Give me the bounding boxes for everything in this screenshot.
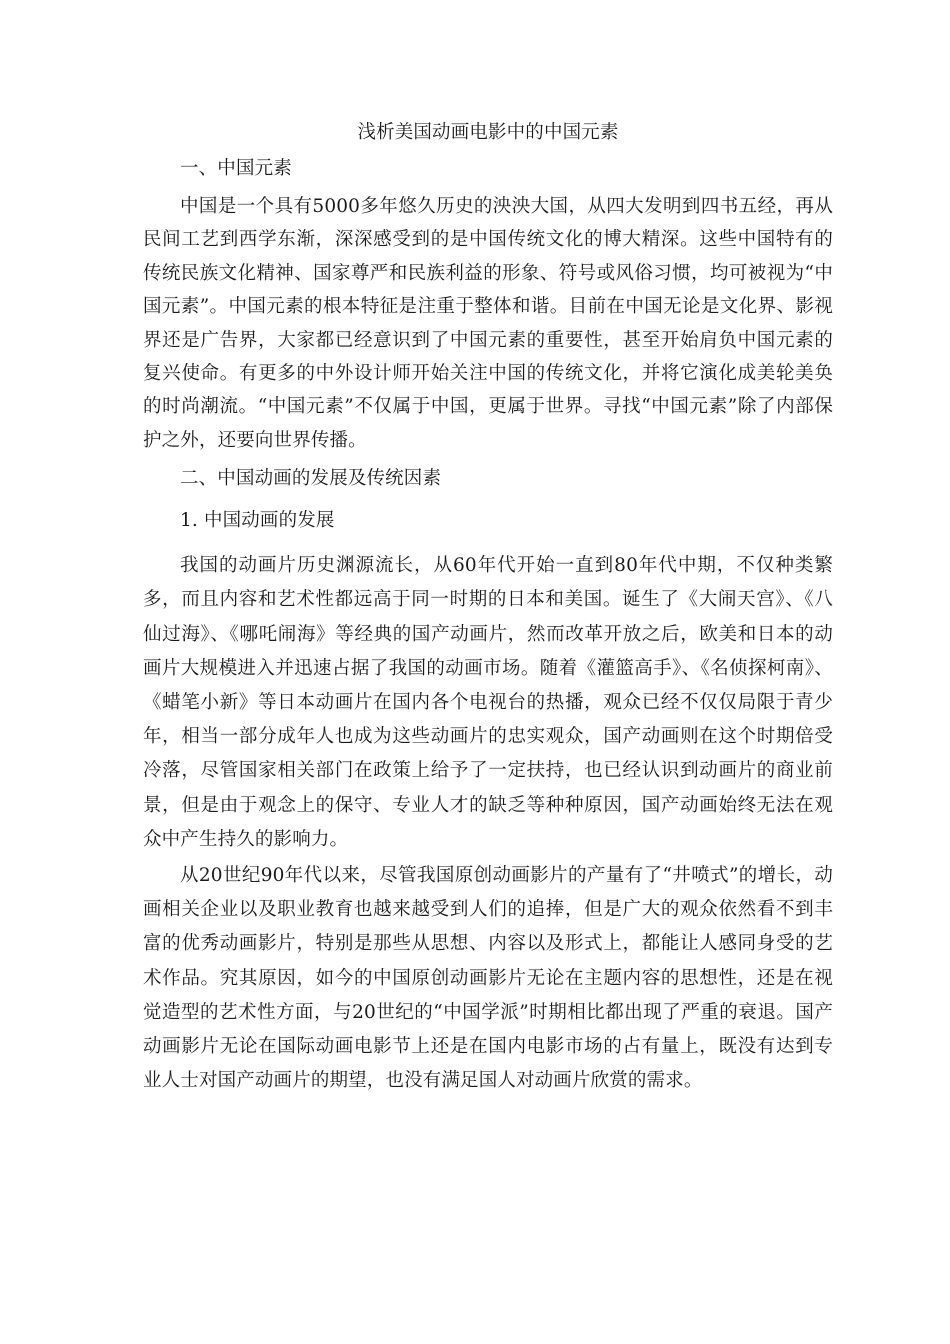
section-heading-chinese-elements: 一、中国元素 xyxy=(180,158,292,179)
document-title: 浅析美国动画电影中的中国元素 xyxy=(357,122,619,143)
paragraph-chinese-elements: 中国是一个具有5000多年悠久历史的泱泱大国，从四大发明到四书五经，再从民间工艺到西学东渐，深深感受到的是中国传统文化的博大精深。这些中国特有的传统民族文化精神、国家尊严和民族利益的形象、符号或风俗习惯，均可被视为“中国元素”。中国元素的根本特征是注重于整体和谐。目前在中国无论是文化界、影视界还是广告界，大家都已经意识到了中国元素的重要性，甚至开始肩负中国元素的复兴使命。有更多的中外设计师开始关注中国的传统文化，并将它演化成美轮美奂的时尚潮流。“中国元素”不仅属于中国，更属于世界。寻找“中国元素”除了内部保护之外，还要向世界传播。 xyxy=(143,196,833,451)
paragraph-animation-since-1990s: 从20世纪90年代以来，尽管我国原创动画影片的产量有了“井喷式”的增长，动画相关企业以及职业教育也越来越受到人们的追捧，但是广大的观众依然看不到丰富的优秀动画影片，特别是那些从思想、内容以及形式上，都能让人感同身受的艺术作品。究其原因，如今的中国原创动画影片无论在主题内容的思想性，还是在视觉造型的艺术性方面，与20世纪的“中国学派”时期相比都出现了严重的衰退。国产动画影片无论在国际动画电影节上还是在国内电影市场的占有量上，既没有达到专业人士对国产动画片的期望，也没有满足国人对动画片欣赏的需求。 xyxy=(143,865,833,1092)
section-heading-chinese-animation: 二、中国动画的发展及传统因素 xyxy=(180,468,442,490)
subsection-heading-animation-development: 1. 中国动画的发展 xyxy=(180,510,335,532)
document-body xyxy=(143,118,833,1099)
paragraph-animation-history: 我国的动画片历史渊源流长，从60年代开始一直到80年代中期，不仅种类繁多，而且内容和艺术性都远高于同一时期的日本和美国。诞生了《大闹天宫》、《八仙过海》、《哪吒闹海》等经典的国产动画片，然而改革开放之后，欧美和日本的动画片大规模进入并迅速占据了我国的动画市场。随着《灌篮高手》、《名侦探柯南》、《蜡笔小新》等日本动画片在国内各个电视台的热播，观众已经不仅仅局限于青少年，相当一部分成年人也成为这些动画片的忠实观众，国产动画则在这个时期倍受冷落，尽管国家相关部门在政策上给予了一定扶持，也已经认识到动画片的商业前景，但是由于观念上的保守、专业人才的缺乏等种种原因，国产动画始终无法在观众中产生持久的影响力。 xyxy=(143,555,833,850)
